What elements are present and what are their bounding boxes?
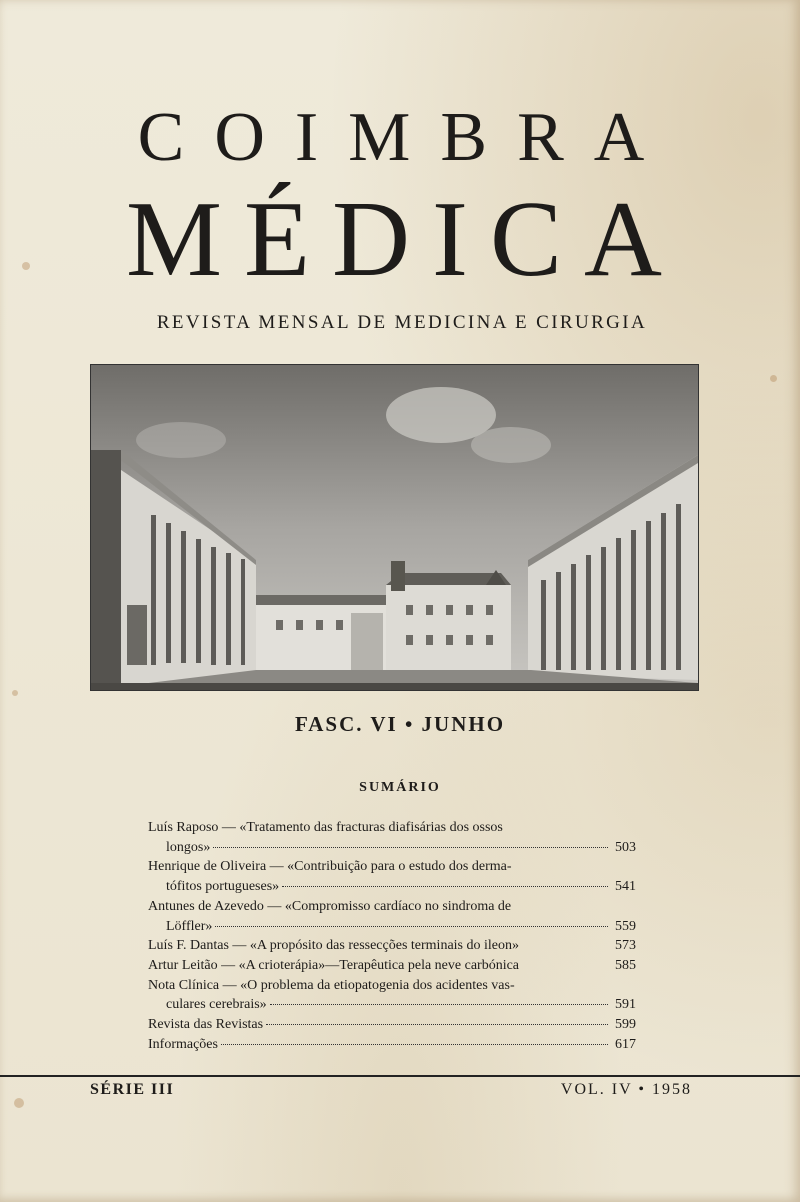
toc-entry-title-cont: culares cerebrais» — [166, 997, 267, 1013]
toc-entry-title: Informações — [148, 1036, 218, 1052]
toc-entry — [148, 857, 636, 896]
toc-page-number: 573 — [615, 938, 636, 954]
stain — [770, 375, 777, 382]
toc-page-number: 585 — [615, 957, 636, 973]
toc-page-number: 503 — [615, 839, 636, 855]
contents-heading: SUMÁRIO — [359, 780, 441, 795]
volume-label: VOL. IV • 1958 — [560, 1081, 692, 1098]
toc-entry-title: Luís F. Dantas — «A propósito das ressecções terminais do ileon» — [148, 938, 519, 954]
toc-entry — [148, 897, 636, 936]
table-of-contents — [148, 818, 636, 1054]
footer-rule — [0, 1075, 800, 1077]
cover-photo — [90, 364, 699, 691]
toc-entry-title: Luís Raposo — «Tratamento das fracturas diafisárias dos ossos — [148, 820, 503, 835]
toc-entry-title: Artur Leitão — «A crioterápia»—Terapêutica pela neve carbónica — [148, 957, 520, 973]
toc-entry — [148, 1035, 636, 1055]
series-label: SÉRIE III — [90, 1081, 175, 1098]
toc-entry — [148, 936, 636, 956]
toc-entry-title: Revista das Revistas — [148, 1017, 264, 1033]
journal-subtitle: REVISTA MENSAL DE MEDICINA E CIRURGIA — [156, 312, 648, 333]
journal-title-line2: MÉDICA — [126, 180, 684, 299]
issue-fascicle: FASC. VI • JUNHO — [294, 712, 506, 736]
toc-entry-title: Henrique de Oliveira — «Contribuição para o estudo dos derma- — [148, 859, 512, 875]
toc-page-number: 541 — [615, 879, 636, 895]
toc-entry — [148, 818, 636, 857]
stain — [12, 690, 18, 696]
toc-entry — [148, 956, 636, 976]
toc-entry — [148, 1015, 636, 1035]
toc-page-number: 617 — [615, 1036, 636, 1052]
toc-entry-title-cont: longos» — [166, 839, 211, 855]
toc-page-number: 599 — [615, 1017, 636, 1033]
toc-entry-title-cont: tófitos portugueses» — [166, 879, 280, 895]
university-courtyard-illustration — [91, 365, 698, 690]
toc-entry-title: Antunes de Azevedo — «Compromisso cardíaco no sindroma de — [148, 898, 512, 914]
journal-title-line1: COIMBRA — [137, 99, 675, 176]
toc-entry-title-cont: Löffler» — [166, 918, 213, 934]
toc-page-number: 559 — [615, 918, 636, 934]
toc-page-number: 591 — [615, 997, 636, 1013]
toc-entry-title: Nota Clínica — «O problema da etiopatogenia dos acidentes vas- — [148, 977, 515, 993]
toc-entry — [148, 976, 636, 1015]
stain — [14, 1098, 24, 1108]
